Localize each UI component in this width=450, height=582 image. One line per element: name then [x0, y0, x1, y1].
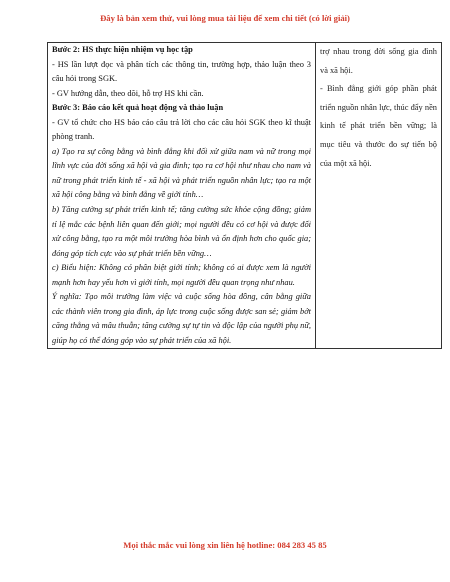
lesson-table: [47, 42, 442, 349]
preview-notice: Đây là bản xem thử, vui lòng mua tài liệu để xem chi tiết (có lời giải): [100, 13, 350, 23]
product-line-1: trợ nhau trong đời sống gia đình và xã hội.: [320, 47, 437, 75]
meaning-text: Tạo môi trường làm việc và cuộc sống hòa đồng, cân bằng giữa các thành viên trong gia đình, áp lực trong cuộc sống được san sẻ; giảm bớt căng thẳng và mâu thuẫn; tăng cường sự tự tin và độc lập của người phụ nữ, giúp họ có thể đóng góp vào sự phát triển của xã hội.: [52, 292, 311, 345]
step3-heading: Bước 3: Báo cáo kết quả hoạt động và thảo luận: [52, 103, 224, 113]
hotline-notice: Mọi thắc mắc vui lòng xin liên hệ hotline: 084 283 45 85: [123, 540, 327, 550]
answer-c: c) Biểu hiện: Không có phân biệt giới tính; không có ai được xem là người mạnh hơn hay yếu hơn vì giới tính, mọi người đều quan trọng như nhau.: [52, 263, 311, 287]
meaning-paragraph: [52, 290, 311, 348]
meaning-label: Ý nghĩa:: [52, 292, 82, 302]
step3-instruction-1: - GV tổ chức cho HS báo cáo câu trả lời cho các câu hỏi SGK theo kĩ thuật phòng tranh.: [52, 117, 311, 142]
activity-column: [48, 43, 316, 349]
answer-a: a) Tạo ra sự công bằng và bình đẳng khi đối xử giữa nam và nữ trong mọi lĩnh vực của đời sống xã hội và gia đình; tạo ra cơ hội như nhau cho nam và nữ trong phát triển kinh tế - xã hội và phát triển nguồn nhân lực; tạo ra một xã hội công bằng và bình đẳng về giới tính…: [52, 146, 311, 200]
answer-b: b) Tăng cường sự phát triển kinh tế; tăng cường sức khỏe cộng đồng; giảm tỉ lệ mắc các bệnh liên quan đến giới; mọi người đều có cơ hội và được đối xử công bằng, tạo ra một môi trường hòa bình và ổn định hơn cho quốc gia; đóng góp tích cực vào sự phát triển bền vững…: [52, 205, 311, 258]
step2-heading: Bước 2: HS thực hiện nhiệm vụ học tập: [52, 45, 193, 54]
product-column: [316, 43, 442, 349]
table-row: [48, 43, 442, 349]
step2-instruction-1: - HS lần lượt đọc và phân tích các thông tin, trường hợp, thảo luận theo 3 câu hỏi trong SGK.: [52, 59, 311, 84]
product-line-2: - Bình đẳng giới góp phần phát triển nguồn nhân lực, thúc đẩy nền kinh tế phát triển bền vững; là mục tiêu và thước đo sự tiến bộ của một xã hội.: [320, 84, 437, 168]
step2-instruction-2: - GV hướng dẫn, theo dõi, hỗ trợ HS khi cần.: [52, 88, 204, 98]
